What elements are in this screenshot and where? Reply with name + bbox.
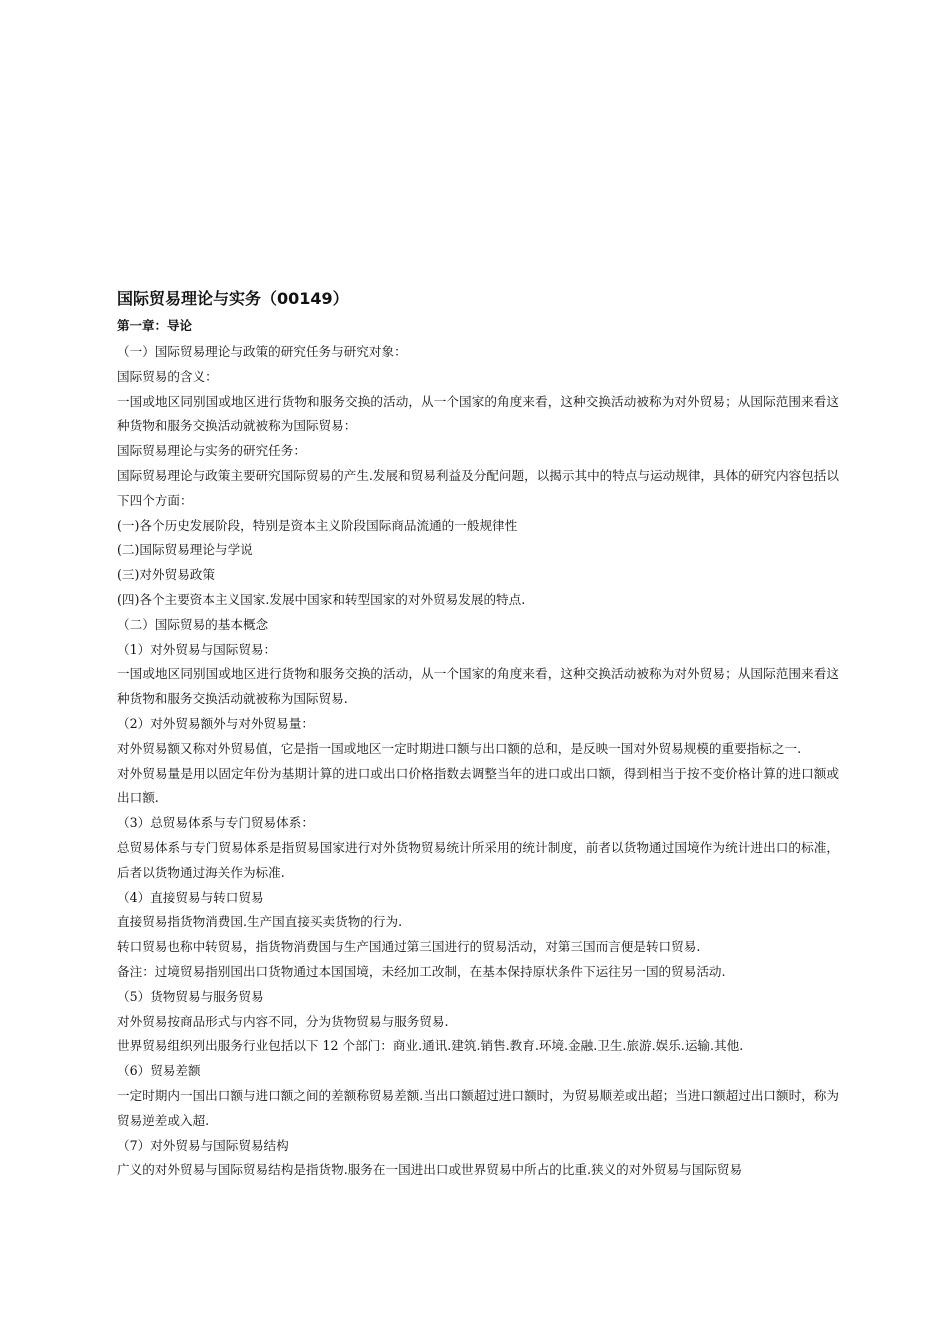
subsection-heading: （6）贸易差额: [117, 1063, 201, 1079]
paragraph: 国际贸易理论与政策主要研究国际贸易的产生.发展和贸易利益及分配问题，以揭示其中的特点与运动规律，具体的研究内容包括以下四个方面：: [117, 467, 839, 508]
chapter-heading: 第一章：导论: [117, 318, 193, 333]
section-heading: （一）国际贸易理论与政策的研究任务与研究对象：: [117, 344, 407, 359]
section-heading: （二）国际贸易的基本概念: [117, 616, 269, 632]
paragraph: 国际贸易理论与实务的研究任务：: [117, 443, 306, 459]
paragraph: 广义的对外贸易与国际贸易结构是指货物.服务在一国进出口或世界贸易中所占的比重.狭义的对外贸易与国际贸易: [117, 1162, 743, 1178]
note-paragraph: 备注：过境贸易指别国出口货物通过本国国境，未经加工改制，在基本保持原状条件下运往另一国的贸易活动.: [117, 963, 726, 979]
list-item: (四)各个主要资本主义国家.发展中国家和转型国家的对外贸易发展的特点.: [117, 591, 526, 607]
subsection-heading: （4）直接贸易与转口贸易: [117, 889, 264, 905]
paragraph: 直接贸易指货物消费国.生产国直接买卖货物的行为.: [117, 914, 403, 930]
subsection-heading: （2）对外贸易额外与对外贸易量：: [117, 715, 314, 731]
subsection-heading: （1）对外贸易与国际贸易：: [117, 641, 277, 657]
document-body: [117, 340, 839, 1183]
paragraph: 一定时期内一国出口额与进口额之间的差额称贸易差额.当出口额超过进口额时，为贸易顺差或出超；当进口额超过出口额时，称为贸易逆差或入超.: [117, 1087, 839, 1128]
document-title: 国际贸易理论与实务（00149）: [117, 289, 349, 308]
paragraph: 总贸易体系与专门贸易体系是指贸易国家进行对外货物贸易统计所采用的统计制度，前者以货物通过国境作为统计进出口的标准，后者以货物通过海关作为标准.: [117, 839, 839, 880]
list-item: (三)对外贸易政策: [117, 567, 215, 583]
list-item: (二)国际贸易理论与学说: [117, 542, 253, 558]
list-item: (一)各个历史发展阶段，特别是资本主义阶段国际商品流通的一般规律性: [117, 517, 518, 533]
paragraph: 一国或地区同别国或地区进行货物和服务交换的活动，从一个国家的角度来看，这种交换活动被称为对外贸易；从国际范围来看这种货物和服务交换活动就被称为国际贸易.: [117, 666, 839, 707]
paragraph: 对外贸易量是用以固定年份为基期计算的进口或出口价格指数去调整当年的进口或出口额，得到相当于按不变价格计算的进口额或出口额.: [117, 765, 839, 806]
paragraph: 对外贸易按商品形式与内容不同，分为货物贸易与服务贸易.: [117, 1013, 449, 1029]
paragraph: 国际贸易的含义：: [117, 368, 218, 384]
subsection-heading: （3）总贸易体系与专门贸易体系：: [117, 815, 314, 831]
document-page: [117, 288, 839, 1183]
paragraph: 转口贸易也称中转贸易，指货物消费国与生产国通过第三国进行的贸易活动，对第三国而言便是转口贸易.: [117, 939, 701, 955]
paragraph: 对外贸易额又称对外贸易值，它是指一国或地区一定时期进口额与出口额的总和，是反映一国对外贸易规模的重要指标之一.: [117, 740, 802, 756]
paragraph: 一国或地区同别国或地区进行货物和服务交换的活动，从一个国家的角度来看，这种交换活动被称为对外贸易；从国际范围来看这种货物和服务交换活动就被称为国际贸易：: [117, 393, 839, 434]
paragraph: 世界贸易组织列出服务行业包括以下 12 个部门：商业.通讯.建筑.销售.教育.环境.金融.卫生.旅游.娱乐.运输.其他.: [117, 1038, 744, 1054]
subsection-heading: （7）对外贸易与国际贸易结构: [117, 1137, 289, 1153]
subsection-heading: （5）货物贸易与服务贸易: [117, 988, 264, 1004]
